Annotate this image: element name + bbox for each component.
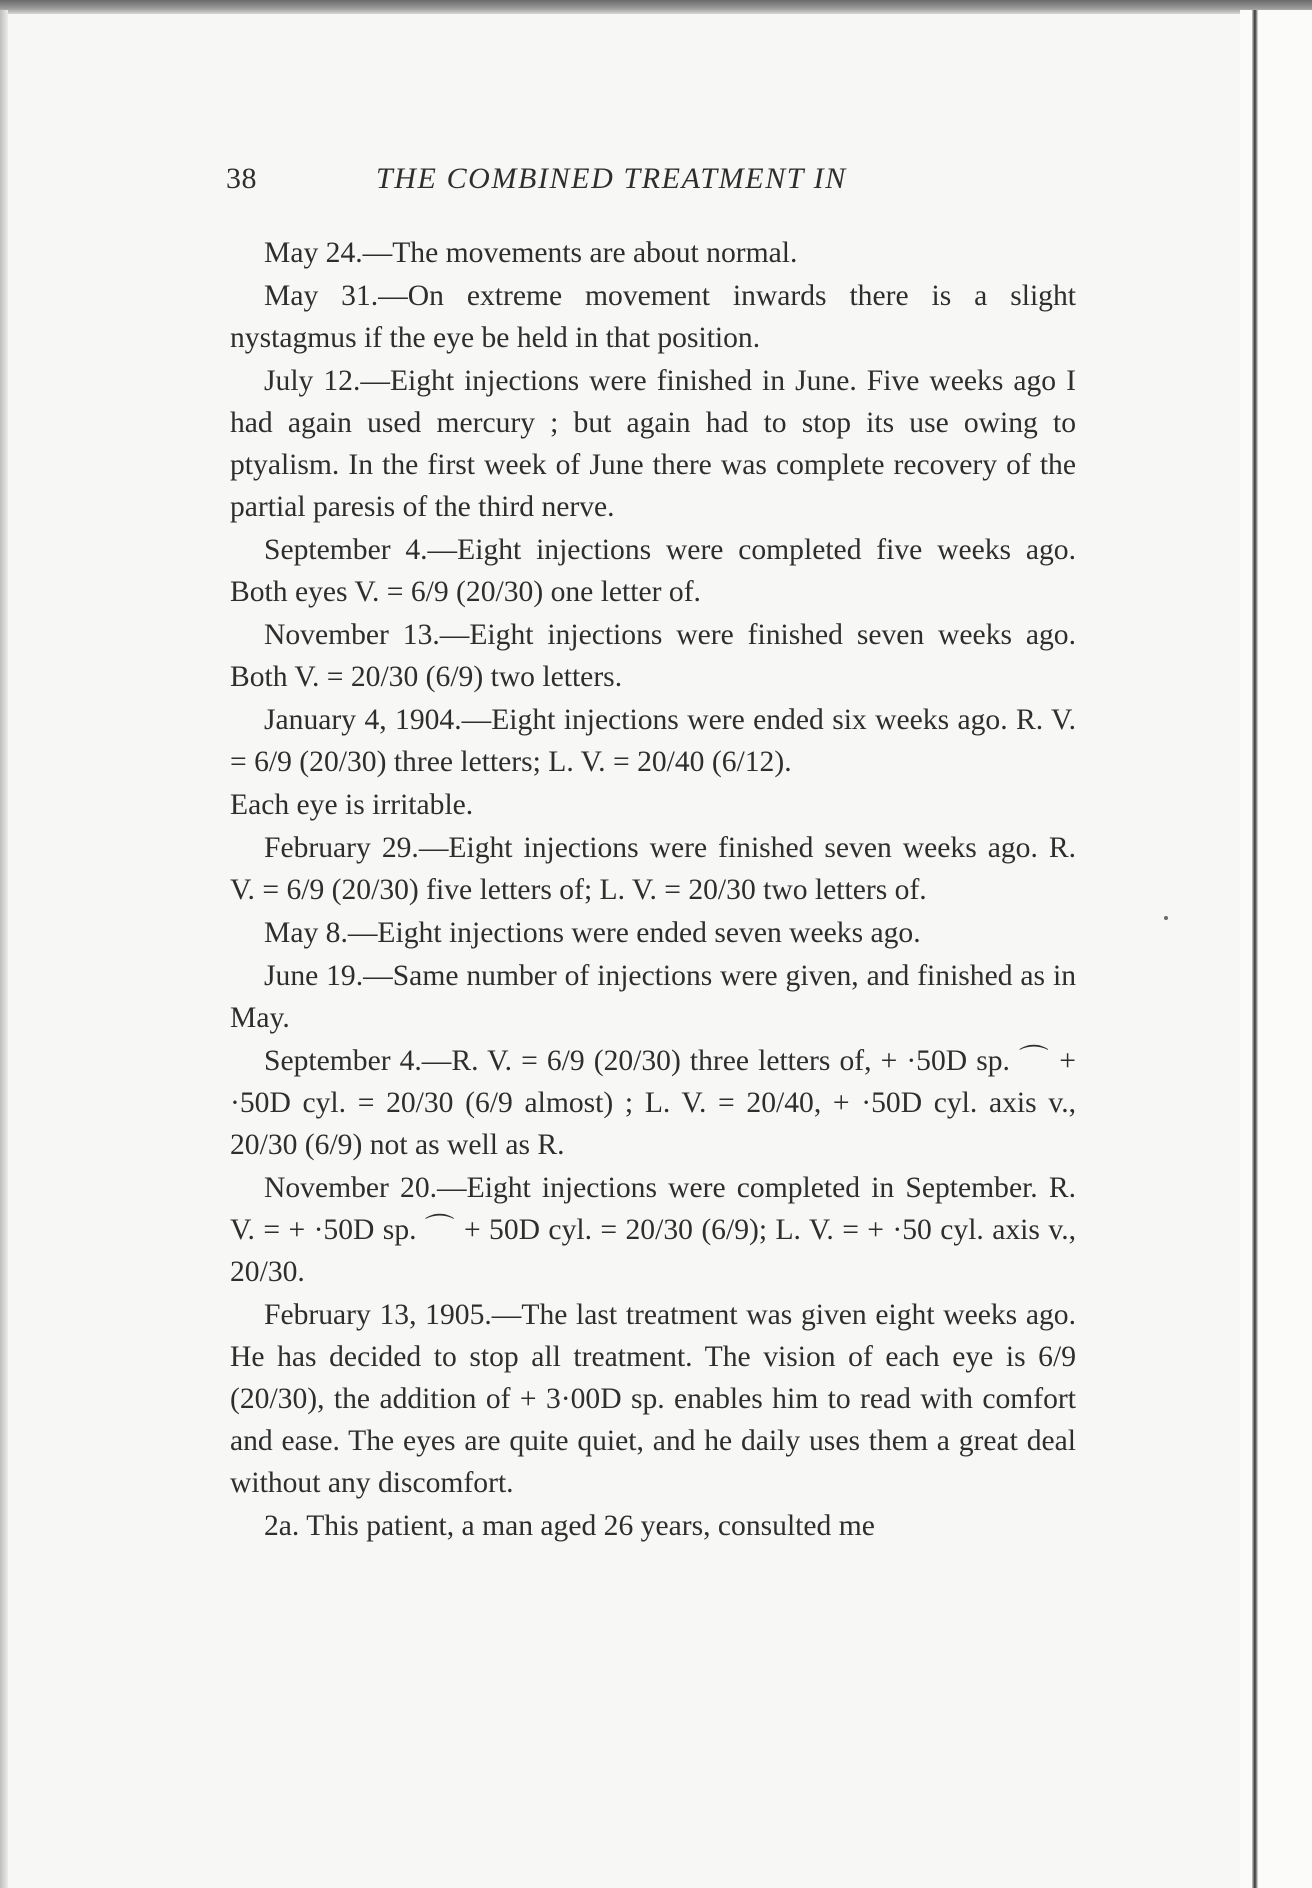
paragraph: May 31.—On extreme movement inwards there is a slight nystagmus if the eye be held in that position. (230, 280, 1076, 354)
paragraph: February 29.—Eight injections were finished seven weeks ago. R. V. = 6/9 (20/30) five letters of; L. V. = 20/30 two letters of. (230, 832, 1076, 906)
paper-speck (1164, 916, 1168, 920)
paragraph: June 19.—Same number of injections were given, and finished as in May. (230, 960, 1076, 1034)
paragraph: November 13.—Eight injections were finished seven weeks ago. Both V. = 20/30 (6/9) two letters. (230, 619, 1076, 693)
book-spine-shadow (1252, 10, 1258, 1888)
scan-top-edge (0, 0, 1312, 14)
paragraph: May 8.—Eight injections were ended seven weeks ago. (264, 917, 921, 949)
running-title: THE COMBINED TREATMENT IN (376, 162, 847, 195)
paragraph: July 12.—Eight injections were finished in June. Five weeks ago I had again used mercury ; but again had to stop its use owing to ptyalism. In the first week of June there was complete recovery of the partial paresis of the third nerve. (230, 365, 1076, 523)
paragraph: November 20.—Eight injections were completed in September. R. V. = + ·50D sp. ⌒ + 50D cyl. = 20/30 (6/9); L. V. = + ·50 cyl. axis v., 20/30. (230, 1172, 1076, 1288)
paragraph: September 4.—Eight injections were completed five weeks ago. Both eyes V. = 6/9 (20/30) one letter of. (230, 534, 1076, 608)
paragraph: January 4, 1904.—Eight injections were ended six weeks ago. R. V. = 6/9 (20/30) three letters; L. V. = 20/40 (6/12). (230, 704, 1076, 778)
paragraph: 2a. This patient, a man aged 26 years, consulted me (264, 1510, 875, 1542)
page-header (226, 162, 1088, 206)
page-number: 38 (226, 162, 257, 195)
paragraph: September 4.—R. V. = 6/9 (20/30) three letters of, + ·50D sp. ⌒ + ·50D cyl. = 20/30 (6/9 almost) ; L. V. = 20/40, + ·50D cyl. axis v., 20/30 (6/9) not as well as R. (230, 1045, 1076, 1161)
paragraph: February 13, 1905.—The last treatment was given eight weeks ago. He has decided to stop all treatment. The vision of each eye is 6/9 (20/30), the addition of + 3·00D sp. enables him to read with comfort and ease. The eyes are quite quiet, and he daily uses them a great deal without any discomfort. (230, 1299, 1076, 1499)
scan-left-edge (0, 10, 8, 1888)
body-text (230, 232, 1076, 1548)
paragraph: May 24.—The movements are about normal. (264, 237, 798, 269)
paragraph: Each eye is irritable. (230, 789, 474, 821)
page-right-margin (1240, 10, 1312, 1888)
